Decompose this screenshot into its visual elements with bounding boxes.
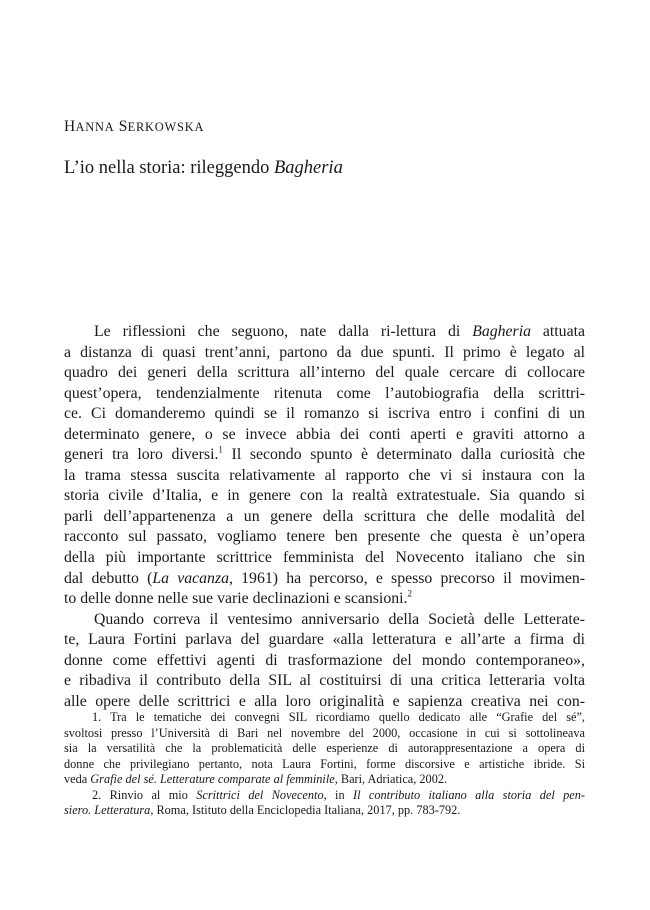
body-line: alle opere delle scrittrici e alla loro originalità e sapienza creativa nei con- [64,692,585,710]
body-line: Le riflessioni che seguono, nate dalla ri-lettura di Bagheria attuata [94,323,585,340]
body-line: a distanza di quasi trent’anni, partono da due spunti. Il primo è legato al [64,343,585,361]
body-line: la trama stessa suscita relativamente al rapporto che vi si instaura con la [64,466,585,484]
body-text [64,322,585,712]
body-line: ce. Ci domanderemo quindi se il romanzo si iscriva entro i confini di un [64,405,585,423]
footnote-ref-2: 2 [407,588,412,599]
body-line: storia civile d’Italia, e in genere con la realtà extratestuale. Sia quando si [64,487,585,505]
footnote-line: sia la versatilità che la problematicità delle esperienze di autorappresentazione a opera di [64,741,585,755]
body-line: parli dell’appartenenza a un genere della scrittura che delle modalità del [64,507,585,525]
footnotes [64,710,585,819]
body-line: dal debutto (La vacanza, 1961) ha percorso, e spesso precorso il movimen- [64,569,585,587]
body-line: te, Laura Fortini parlava del guardare «alla letteratura e all’arte a firma di [64,631,585,649]
article-title [64,158,343,179]
body-line: racconto sul passato, vogliamo tenere ben presente che questa è un’opera [64,528,585,546]
body-line: della più importante scrittrice femminista del Novecento italiano che sin [64,549,585,567]
body-line: generi tra loro diversi.$^1$ Il secondo spunto è determinato dalla curiosità che [64,445,585,464]
title-italic: Bagheria [273,158,343,178]
footnote-ref-1: 1 [218,445,223,456]
body-line: Quando correva il ventesimo anniversario della Società delle Letterate- [94,610,585,628]
footnote-line: siero. Letteratura, Roma, Istituto della Enciclopedia Italiana, 2017, pp. 783-792. [64,803,461,817]
footnote-line: donne che privilegiano pertanto, nota Laura Fortini, forme discorsive e artistiche ibride. Si [64,756,585,771]
footnote-line: 1. Tra le tematiche dei convegni SIL ricordiamo quello dedicato alle “Grafie del sé”, [92,710,585,724]
body-line: donne come effettivi agenti di trasformazione del mondo contemporaneo», [64,651,585,669]
body-line: quest’opera, tendenzialmente ritenuta come l’autobiografia della scrittri- [64,384,585,402]
body-line: determinato genere, o se invece abbia dei conti aperti e graviti attorno a [64,425,585,443]
footnote-line: veda Grafie del sé. Letterature comparate al femminile, Bari, Adriatica, 2002. [64,772,448,786]
body-line: to delle donne nelle sue varie declinazioni e scansioni.$^2$ [64,588,412,608]
title-text: L’io nella storia: rileggendo [64,158,274,178]
footnote-line: svoltosi presso l’Università di Bari nel novembre del 2000, occasione in cui si sottolineava [64,725,585,740]
footnote-line: 2. Rinvio al mio Scrittrici del Novecento, in Il contributo italiano alla storia del pen- [92,787,585,802]
body-line: quadro dei generi della scrittura all’interno del quale cercare di collocare [64,364,585,382]
body-line: e ribadiva il contributo della SIL al costituirsi di una critica letteraria volta [64,672,585,690]
author-name: HANNA SERKOWSKA [64,118,205,135]
